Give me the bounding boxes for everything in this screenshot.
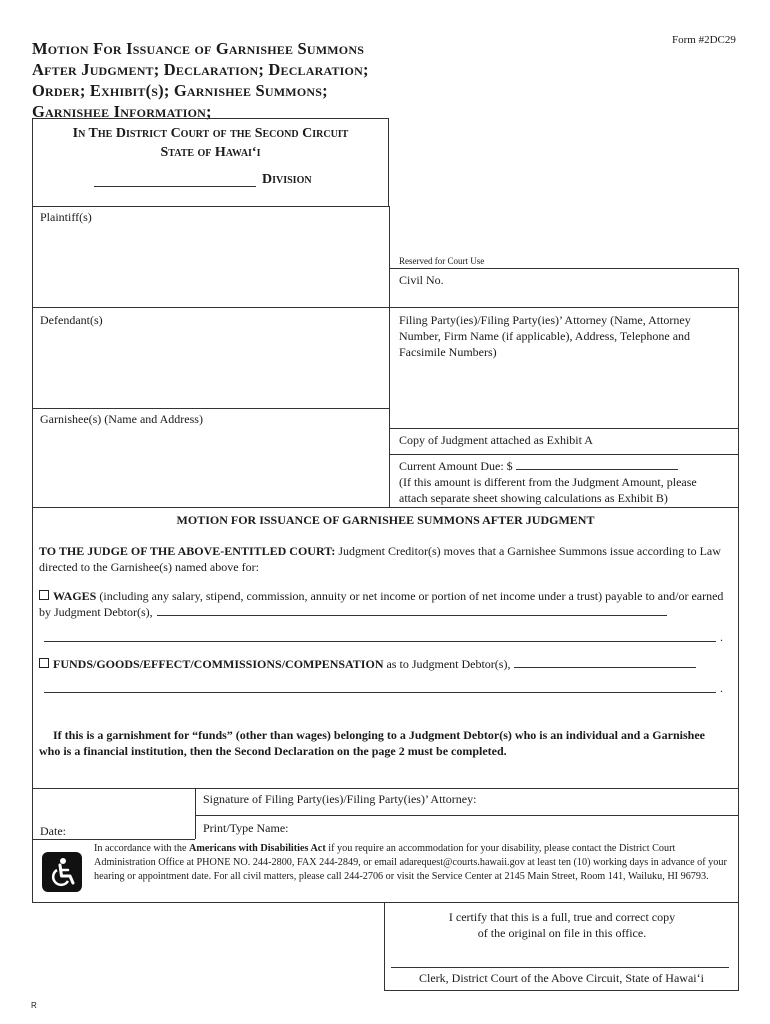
center-divider: [389, 206, 390, 507]
financial-institution-notice: If this is a garnishment for “funds” (other than wages) belonging to a Judgment Debtor(s) who is an individual and a Garnishee who is a financial institution, then the Second Declaration on the page 2 must be completed.: [39, 728, 705, 758]
ada-bold: Americans with Disabilities Act: [189, 843, 326, 854]
footer-mark: R: [31, 1001, 37, 1010]
wages-debtor-blank[interactable]: [157, 605, 667, 616]
funds-bold: FUNDS/GOODS/EFFECT/COMMISSIONS/COMPENSATION: [53, 657, 384, 671]
filing-party-label: Filing Party(ies)/Filing Party(ies)’ Attorney (Name, Attorney Number, Firm Name (if applicable), Address, Telephone and Facsimile Numbers): [399, 313, 691, 359]
plaintiff-label: Plaintiff(s): [40, 210, 92, 224]
garnishee-label: Garnishee(s) (Name and Address): [40, 412, 203, 426]
right-border-top: [738, 268, 739, 507]
clerk-signature-line[interactable]: [391, 967, 729, 968]
date-label: Date:: [40, 824, 66, 838]
division-label: Division: [262, 172, 312, 187]
motion-intro: [39, 543, 729, 575]
funds-checkbox[interactable]: [39, 658, 49, 668]
signature-label: Signature of Filing Party(ies)/Filing Party(ies)’ Attorney:: [203, 792, 477, 806]
divider-reserved: [389, 268, 738, 269]
defendant-label: Defendant(s): [40, 313, 103, 327]
divider-exhibit: [389, 454, 738, 455]
left-border-top: [32, 206, 33, 507]
exhibit-a-label: Copy of Judgment attached as Exhibit A: [399, 433, 593, 447]
title-line-2: After Judgment; Declaration; Declaration;: [32, 60, 369, 79]
division-blank[interactable]: [94, 174, 256, 187]
court-name: [32, 124, 389, 162]
title-line-1: Motion For Issuance of Garnishee Summons: [32, 39, 365, 58]
certify-text: I certify that this is a full, true and correct copy of the original on file in this office.: [448, 910, 676, 940]
wages-extra-line[interactable]: [44, 641, 716, 642]
divider-plaintiff: [32, 307, 389, 308]
wages-option: [39, 588, 729, 620]
motion-intro-text: Judgment Creditor(s) moves that a Garnishee Summons issue according to Law directed to the Garnishee(s) named above for:: [39, 544, 721, 574]
court-line-2: State of Hawai‘i: [160, 145, 261, 160]
funds-debtor-blank[interactable]: [514, 657, 696, 668]
funds-option: [39, 656, 729, 672]
motion-heading: MOTION FOR ISSUANCE OF GARNISHEE SUMMONS AFTER JUDGMENT: [176, 513, 595, 527]
amount-note: (If this amount is different from the Judgment Amount, please attach separate sheet showing calculations as Exhibit B): [399, 475, 697, 505]
ada-text-before: In accordance with the: [94, 843, 190, 854]
divider-filing: [389, 428, 738, 429]
title-line-4: Garnishee Information;: [32, 102, 212, 121]
reserved-label: Reserved for Court Use: [399, 256, 485, 266]
court-line-1: In The District Court of the Second Circuit: [72, 126, 349, 141]
title-line-3: Order; Exhibit(s); Garnishee Summons;: [32, 81, 328, 100]
divider-caption: [32, 206, 389, 207]
motion-intro-bold: TO THE JUDGE OF THE ABOVE-ENTITLED COURT:: [39, 544, 336, 558]
clerk-label: Clerk, District Court of the Above Circuit, State of Hawai‘i: [419, 971, 704, 985]
amount-block: [399, 458, 719, 506]
funds-extra-line[interactable]: [44, 692, 716, 693]
wages-period: .: [720, 630, 723, 644]
divider-defendant: [32, 408, 389, 409]
wheelchair-icon-graphic: [42, 852, 82, 892]
accessibility-icon: [42, 852, 82, 892]
wages-bold: WAGES: [53, 589, 97, 603]
divider-civil: [389, 307, 738, 308]
form-title: [32, 38, 369, 122]
ada-notice: [94, 842, 732, 884]
wages-checkbox[interactable]: [39, 590, 49, 600]
ada-text-after: if you require an accommodation for your disability, please contact the District Court Administration Office at PHONE NO. 244-2800, FAX 244-2849, or email adarequest@courts.hawaii.gov at least ten (10) working days in advance of your hearing or appointment date. For all civil matters, please call 244-2706 or visit the Service Center at 2145 Main Street, Room 141, Wailuku, HI 96793.: [94, 843, 727, 882]
amount-due-label: Current Amount Due: $: [399, 459, 513, 473]
civil-no-label: Civil No.: [399, 273, 444, 287]
form-number: Form #2DC29: [672, 34, 736, 46]
wages-text: (including any salary, stipend, commission, annuity or net income or portion of net income under a trust) payable to and/or earned by Judgment Debtor(s),: [39, 589, 724, 619]
print-name-label: Print/Type Name:: [203, 821, 289, 835]
amount-due-blank[interactable]: [516, 459, 678, 470]
funds-text: as to Judgment Debtor(s),: [383, 657, 511, 671]
funds-period: .: [720, 681, 723, 695]
